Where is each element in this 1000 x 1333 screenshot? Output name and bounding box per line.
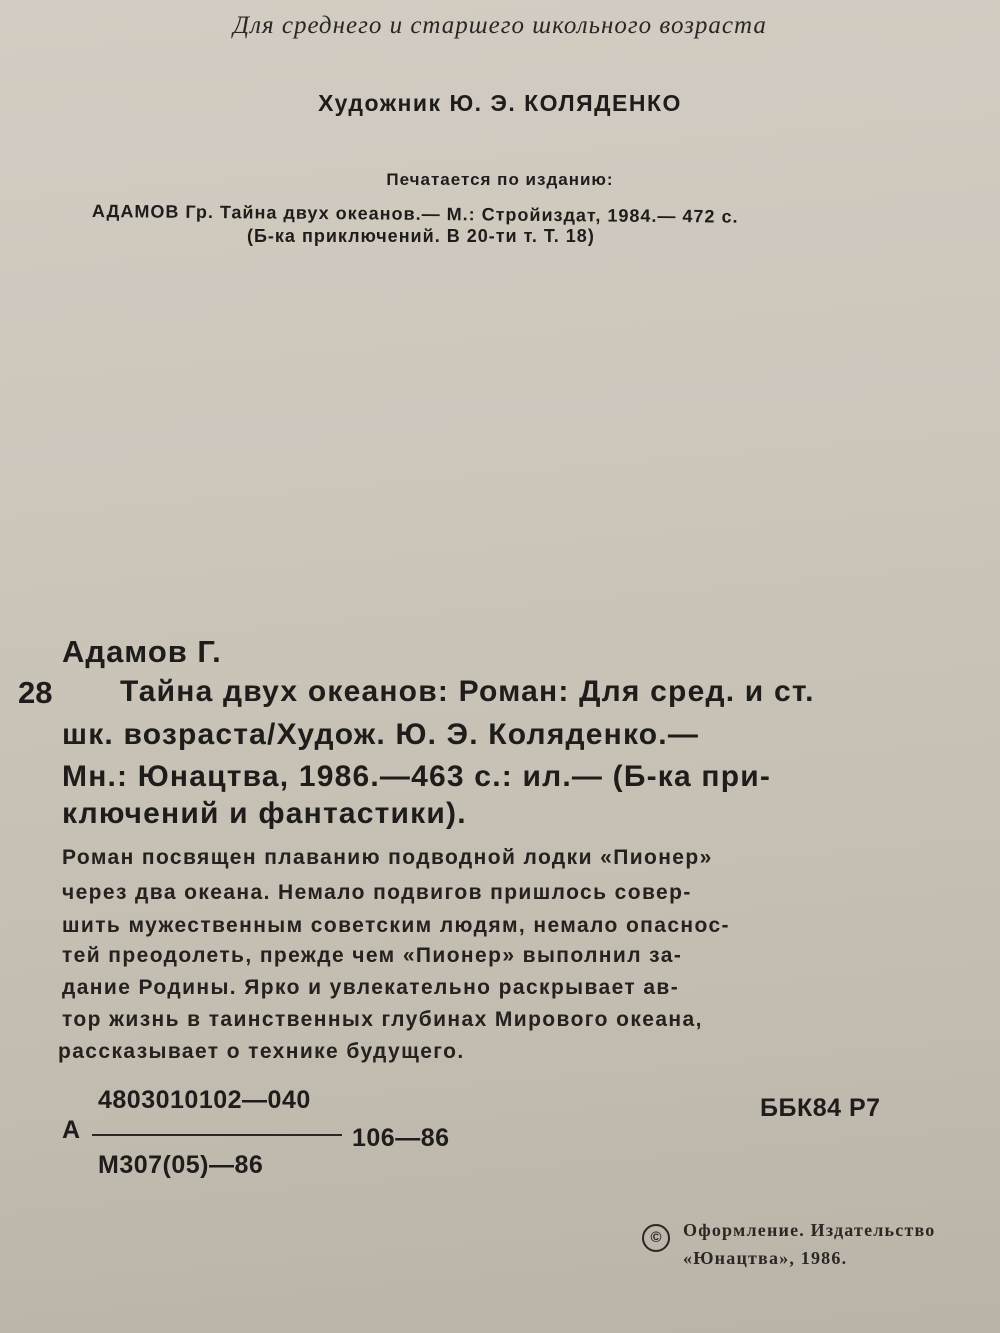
- printed-from-heading: Печатается по изданию:: [386, 170, 614, 189]
- code-right: 106—86: [352, 1124, 450, 1152]
- catalog-author: Адамов Г.: [62, 634, 222, 669]
- annotation-line: дание Родины. Ярко и увлекательно раскрывает ав-: [62, 976, 680, 999]
- catalog-line: Тайна двух океанов: Роман: Для сред. и ст.: [120, 675, 815, 708]
- catalog-line: шк. возраста/Худож. Ю. Э. Коляденко.—: [62, 718, 700, 751]
- audience-note: Для среднего и старшего школьного возраста: [233, 12, 767, 39]
- catalog-line: Мн.: Юнацтва, 1986.—463 с.: ил.— (Б-ка при-: [62, 760, 772, 793]
- annotation-line: тей преодолеть, прежде чем «Пионер» выполнил за-: [62, 944, 683, 967]
- bbk-code: ББК84 Р7: [760, 1094, 881, 1122]
- annotation-line: рассказывает о технике будущего.: [58, 1040, 465, 1063]
- source-series-line: (Б-ка приключений. В 20-ти т. Т. 18): [247, 226, 595, 246]
- illustrator-credit: Художник Ю. Э. КОЛЯДЕНКО: [318, 90, 682, 116]
- annotation-line: тор жизнь в таинственных глубинах Мирового океана,: [62, 1008, 703, 1031]
- source-edition-line: АДАМОВ Гр. Тайна двух океанов.— М.: Стройиздат, 1984.— 472 с.: [91, 201, 739, 227]
- fraction-divider: [92, 1134, 342, 1136]
- catalog-class-number: 28: [18, 675, 53, 710]
- annotation-line: Роман посвящен плаванию подводной лодки «Пионер»: [62, 846, 713, 869]
- code-letter: А: [62, 1116, 81, 1144]
- code-denominator: М307(05)—86: [98, 1151, 264, 1179]
- copyright-line: «Юнацтва», 1986.: [683, 1248, 848, 1268]
- annotation-line: шить мужественным советским людям, немало опаснос-: [62, 914, 730, 937]
- copyright-line: Оформление. Издательство: [683, 1220, 936, 1240]
- code-numerator: 4803010102—040: [98, 1086, 311, 1114]
- copyright-icon: ©: [642, 1224, 670, 1252]
- annotation-line: через два океана. Немало подвигов пришлось совер-: [62, 881, 692, 904]
- catalog-line: ключений и фантастики).: [62, 797, 467, 830]
